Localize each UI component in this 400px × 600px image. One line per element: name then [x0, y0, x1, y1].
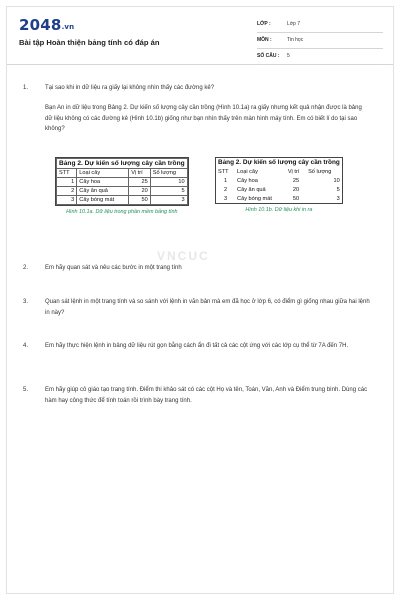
table-row: [57, 187, 188, 196]
column-header: Loại cây: [77, 169, 129, 178]
table-cell: Cây hoa: [77, 178, 129, 187]
table-cell: 10: [333, 177, 340, 184]
question-number: 3.: [23, 299, 29, 305]
meta-row-class: [257, 19, 383, 33]
table-cell: Cây bóng mát: [77, 196, 129, 205]
column-header: Vị trí: [129, 169, 151, 178]
question-text: Em hãy thực hiện lệnh in bảng dữ liệu rút gọn bằng cách ẩn đi tất cả các cột ứng với các lớp cụ thể từ 7A đến 7H.: [45, 343, 349, 349]
table-cell: 5: [150, 187, 187, 196]
column-header: Số lượng: [308, 168, 332, 175]
table-cell: Cây bóng mát: [237, 195, 272, 202]
question-text: Tại sao khi in dữ liệu ra giấy lại không nhìn thấy các đường kẻ?: [45, 85, 215, 91]
question-1-detail: Bạn An in dữ liệu trong Bảng 2. Dự kiến số lượng cây cần trồng (Hình 10.1a) ra giấy nhưng kết quả nhận được là bảng dữ liệu không có các đường kẻ (Hình 10.1b) giống như bạn nhìn thấy trên màn hình máy tính. Em có biết lí do tại sao không?: [45, 105, 362, 132]
meta-label: MÔN :: [257, 37, 272, 43]
meta-value: Tin học: [287, 37, 304, 43]
table-row: [57, 178, 188, 187]
table-a: [55, 157, 189, 206]
table-row: [216, 185, 342, 194]
logo-text: 2048: [19, 16, 62, 34]
question-number: 1.: [23, 85, 29, 91]
table-cell: 50: [292, 195, 300, 202]
table-cell: 3: [336, 195, 340, 202]
figure-caption: Hình 10.1a. Dữ liệu trong phần mềm bảng tính: [66, 209, 178, 215]
question-number: 5.: [23, 387, 29, 393]
meta-label: SỐ CÂU :: [257, 53, 280, 59]
question-number: 2.: [23, 265, 29, 271]
table-cell: 25: [129, 178, 151, 187]
table-row: [216, 176, 342, 185]
table-cell: 5: [336, 186, 340, 193]
table-cell: 2: [57, 187, 77, 196]
table-caption: Bảng 2. Dự kiến số lượng cây cần trồng: [218, 159, 340, 166]
site-logo[interactable]: [19, 16, 74, 34]
table-cell: Cây hoa: [237, 177, 258, 184]
meta-row-subject: [257, 35, 383, 49]
table-cell: Cây ăn quả: [77, 187, 129, 196]
watermark: VNCUC: [157, 249, 210, 263]
meta-value: Lớp 7: [287, 21, 301, 27]
document-meta: [257, 19, 383, 67]
figure-10-1a: [55, 157, 189, 215]
table-row: [57, 196, 188, 205]
figure-10-1b: [215, 157, 343, 213]
table-cell: 1: [223, 177, 228, 184]
column-header: STT: [57, 169, 77, 178]
question-number: 4.: [23, 343, 29, 349]
meta-label: LỚP :: [257, 21, 271, 27]
table-cell: 3: [57, 196, 77, 205]
column-header: Loại cây: [237, 168, 258, 175]
table-cell: 20: [129, 187, 151, 196]
figure-caption: Hình 10.1b. Dữ liệu khi in ra: [245, 207, 313, 213]
table-cell: 25: [292, 177, 300, 184]
document-header: [7, 7, 393, 65]
document-title: Bài tập Hoàn thiện bảng tính có đáp án: [19, 38, 160, 47]
table-cell: Cây ăn quả: [237, 186, 266, 193]
question-text: Em hãy quan sát và nêu các bước in một trang tính: [45, 265, 182, 271]
table-cell: 2: [223, 186, 228, 193]
table-cell: 3: [223, 195, 228, 202]
question-text: Em hãy giúp cô giáo tạo trang tính. Điểm thi khảo sát có các cột Họ và tên, Toán, Văn, Anh và Điểm trung bình. Dùng các hàm hay công thức để tính toán rồi trình bày trang tính.: [45, 387, 368, 404]
question-text: Quan sát lệnh in một trang tính và so sánh với lệnh in văn bản mà em đã học ở lớp 6, có điểm gì giống nhau giữa hai lệnh in này?: [45, 299, 370, 316]
table-caption: Bảng 2. Dự kiến số lượng cây cần trồng: [57, 159, 188, 169]
table-b: [215, 157, 343, 204]
table-cell: 1: [57, 178, 77, 187]
meta-row-count: [257, 51, 383, 65]
column-header: Số lượng: [150, 169, 187, 178]
column-header: Vị trí: [287, 168, 300, 175]
table-cell: 3: [150, 196, 187, 205]
meta-value: 5: [287, 53, 290, 59]
logo-suffix: .vn: [61, 23, 75, 31]
document-page: [6, 6, 394, 594]
table-row: [216, 194, 342, 203]
table-cell: 10: [150, 178, 187, 187]
column-header: STT: [218, 168, 229, 175]
table-cell: 50: [129, 196, 151, 205]
table-cell: 20: [292, 186, 300, 193]
